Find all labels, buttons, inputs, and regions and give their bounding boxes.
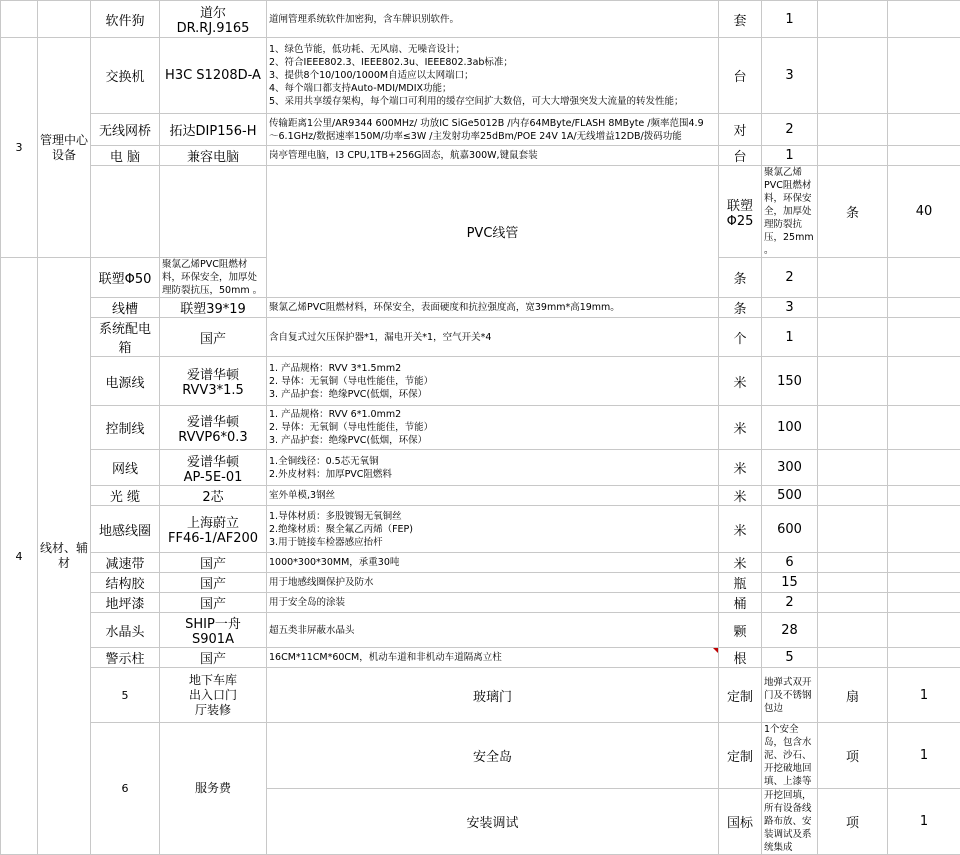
item-unit: 扇: [818, 668, 888, 723]
item-brand: SHIP一舟 S901A: [160, 613, 267, 648]
table-row: [1, 573, 960, 593]
item-qty: 1: [888, 723, 960, 789]
item-name: PVC线管: [267, 166, 719, 298]
item-brand: 国产: [160, 593, 267, 613]
item-brand: 道尔 DR.RJ.9165: [160, 1, 267, 38]
item-qty: 2: [762, 258, 818, 298]
item-desc: 含自复式过欠压保护器*1，漏电开关*1，空气开关*4: [267, 318, 719, 357]
item-desc: 聚氯乙烯PVC阻燃材料，环保安全，加厚处理防裂抗压，50mm 。: [160, 258, 267, 298]
item-unit: 套: [719, 1, 762, 38]
item-desc: 16CM*11CM*60CM，机动车道和非机动车道隔离立柱: [267, 648, 719, 668]
item-desc: 传输距离1公里/AR9344 600MHz/ 功放IC SiGe5012B /内存64MByte/FLASH 8MByte /频率范围4.9 ～6.1GHz/数据速率150M/功率≤3W /主发射功率25dBm/POE 24V 1A/无线增益12DB/拨码功能: [267, 114, 719, 146]
item-brand: 联塑39*19: [160, 298, 267, 318]
item-desc: 开挖回填，所有设备线路布放、安装调试及系统集成: [762, 789, 818, 855]
item-name: 警示柱: [91, 648, 160, 668]
group-name: 服务费: [160, 723, 267, 855]
group-no: 6: [91, 723, 160, 855]
item-unit: 台: [719, 146, 762, 166]
table-row: [1, 553, 960, 573]
table-row: [1, 114, 960, 146]
item-brand: 联塑Φ50: [91, 258, 160, 298]
item-qty: 100: [762, 406, 818, 450]
item-qty: 6: [762, 553, 818, 573]
item-qty: 5: [762, 648, 818, 668]
table-row: [1, 506, 960, 553]
item-unit: 条: [818, 166, 888, 258]
item-unit: 项: [818, 789, 888, 855]
item-qty: 40: [888, 166, 960, 258]
item-brand: 爱谱华顿 RVV3*1.5: [160, 357, 267, 406]
item-name: 电 脑: [91, 146, 160, 166]
item-desc: 1. 产品规格：RVV 3*1.5mm2 2. 导体：无氧铜（导电性能佳，节能） 3. 产品护套：绝缘PVC(低烟，环保）: [267, 357, 719, 406]
table-row: [1, 38, 960, 114]
table-row: [1, 668, 960, 723]
item-name: 电源线: [91, 357, 160, 406]
item-unit: 条: [719, 258, 762, 298]
table-row: [1, 593, 960, 613]
item-desc: 道闸管理系统软件加密狗，含车牌识别软件。: [267, 1, 719, 38]
item-unit: 米: [719, 357, 762, 406]
group-name: 地下车库 出入口门 厅装修: [160, 668, 267, 723]
item-qty: 3: [762, 298, 818, 318]
table-row: [1, 357, 960, 406]
item-unit: 台: [719, 38, 762, 114]
table-row: [1, 166, 960, 258]
item-name: 安全岛: [267, 723, 719, 789]
item-brand: 2芯: [160, 486, 267, 506]
item-name: 减速带: [91, 553, 160, 573]
item-qty: 15: [762, 573, 818, 593]
item-desc: 1.导体材质：多股镀锡无氧铜丝 2.绝缘材质：聚全氟乙丙烯（FEP) 3.用于链接车检器感应抬杆: [267, 506, 719, 553]
item-unit: 桶: [719, 593, 762, 613]
item-desc: 1个安全岛，包含水泥、沙石、开挖破地回填、上漆等: [762, 723, 818, 789]
item-name: 光 缆: [91, 486, 160, 506]
item-qty: 1: [762, 1, 818, 38]
item-desc: 聚氯乙烯PVC阻燃材料，环保安全，加厚处理防裂抗压，25mm 。: [762, 166, 818, 258]
item-unit: 米: [719, 506, 762, 553]
item-qty: 1: [888, 668, 960, 723]
table-row: [1, 298, 960, 318]
item-desc: 1000*300*30MM，承重30吨: [267, 553, 719, 573]
item-qty: 1: [762, 318, 818, 357]
group-no: 5: [91, 668, 160, 723]
group-name: 管理中心 设备: [38, 38, 91, 258]
table-row: [1, 146, 960, 166]
item-brand: 国产: [160, 648, 267, 668]
item-name: 安装调试: [267, 789, 719, 855]
item-qty: 3: [762, 38, 818, 114]
item-brand: 爱谱华顿 RVVP6*0.3: [160, 406, 267, 450]
item-brand: 兼容电脑: [160, 146, 267, 166]
item-unit: 米: [719, 450, 762, 486]
item-unit: 米: [719, 406, 762, 450]
item-qty: 1: [762, 146, 818, 166]
item-name: 网线: [91, 450, 160, 486]
item-unit: 米: [719, 553, 762, 573]
item-qty: 300: [762, 450, 818, 486]
item-brand: 上海蔚立 FF46-1/AF200: [160, 506, 267, 553]
table-row: [1, 648, 960, 668]
item-desc: 1、绿色节能，低功耗、无风扇、无噪音设计； 2、符合IEEE802.3、IEEE802.3u、IEEE802.3ab标准； 3、提供8个10/100/1000M自适应以太网端口； 4、每个端口都支持Auto-MDI/MDIX功能； 5、采用共享缓存架构，每个端口可利用的缓存空间扩大数倍，可大大增强突发大流量的转发性能；: [267, 38, 719, 114]
item-name: 无线网桥: [91, 114, 160, 146]
table-row: [1, 1, 960, 38]
item-qty: 1: [888, 789, 960, 855]
item-desc: 室外单模,3钢丝: [267, 486, 719, 506]
item-brand: 拓达DIP156-H: [160, 114, 267, 146]
item-unit: 条: [719, 298, 762, 318]
item-brand: 爱谱华顿 AP-5E-01: [160, 450, 267, 486]
item-name: 玻璃门: [267, 668, 719, 723]
item-desc: 1.全铜线径：0.5芯无氧铜 2.外皮材料：加厚PVC阻燃料: [267, 450, 719, 486]
item-unit: 对: [719, 114, 762, 146]
item-qty: 28: [762, 613, 818, 648]
item-name: 软件狗: [91, 1, 160, 38]
table-row: [1, 318, 960, 357]
item-brand: 国产: [160, 573, 267, 593]
table-row: [1, 406, 960, 450]
item-qty: 2: [762, 593, 818, 613]
item-desc: 用于安全岛的涂装: [267, 593, 719, 613]
group-name: 线材、辅 材: [38, 258, 91, 855]
item-name: 地坪漆: [91, 593, 160, 613]
item-brand: 国标: [719, 789, 762, 855]
item-brand: H3C S1208D-A: [160, 38, 267, 114]
item-brand: 国产: [160, 318, 267, 357]
item-brand: 联塑Φ25: [719, 166, 762, 258]
item-qty: 600: [762, 506, 818, 553]
item-qty: 150: [762, 357, 818, 406]
item-unit: 瓶: [719, 573, 762, 593]
table-row: [1, 486, 960, 506]
item-brand: 国产: [160, 553, 267, 573]
item-name: 结构胶: [91, 573, 160, 593]
item-desc: 岗亭管理电脑，I3 CPU,1TB+256G固态，航嘉300W,键鼠套装: [267, 146, 719, 166]
table-row: [1, 723, 960, 789]
item-desc: 地弹式双开门及不锈钢包边: [762, 668, 818, 723]
item-unit: 根: [719, 648, 762, 668]
table-row: [1, 450, 960, 486]
item-qty: 500: [762, 486, 818, 506]
item-unit: 颗: [719, 613, 762, 648]
item-name: 交换机: [91, 38, 160, 114]
group-no: 3: [1, 38, 38, 258]
item-name: 控制线: [91, 406, 160, 450]
item-desc: 1. 产品规格：RVV 6*1.0mm2 2. 导体：无氧铜（导电性能佳，节能） 3. 产品护套：绝缘PVC(低烟，环保）: [267, 406, 719, 450]
item-desc: 用于地感线圈保护及防水: [267, 573, 719, 593]
item-unit: 米: [719, 486, 762, 506]
group-no: 4: [1, 258, 38, 855]
item-brand: 定制: [719, 723, 762, 789]
item-unit: 项: [818, 723, 888, 789]
item-qty: 2: [762, 114, 818, 146]
item-brand: 定制: [719, 668, 762, 723]
item-desc: 聚氯乙烯PVC阻燃材料，环保安全，表面硬度和抗拉强度高，宽39mm*高19mm。: [267, 298, 719, 318]
item-name: 地感线圈: [91, 506, 160, 553]
item-desc: 超五类非屏蔽水晶头: [267, 613, 719, 648]
item-name: 系统配电箱: [91, 318, 160, 357]
item-unit: 个: [719, 318, 762, 357]
item-name: 线槽: [91, 298, 160, 318]
table-row: [1, 613, 960, 648]
item-name: 水晶头: [91, 613, 160, 648]
